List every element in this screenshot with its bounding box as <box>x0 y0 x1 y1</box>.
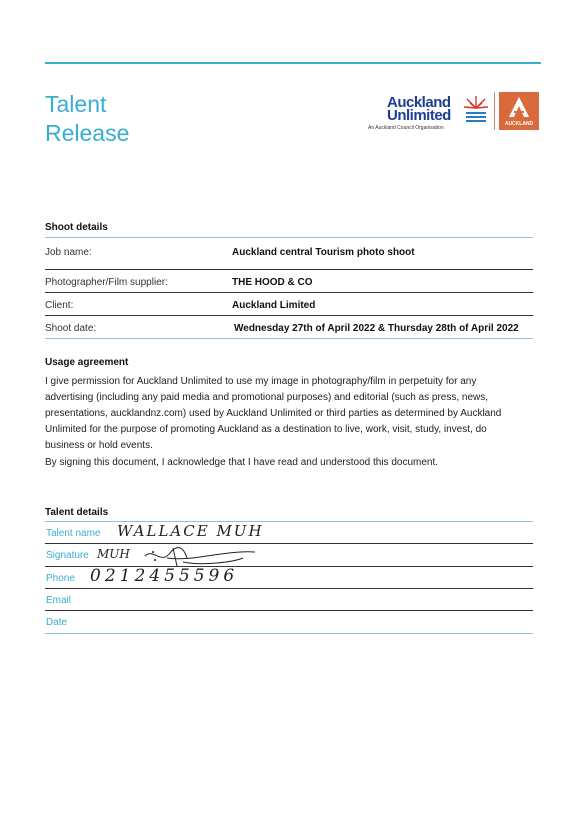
job-name-label: Job name: <box>45 247 92 258</box>
auckland-badge <box>499 92 539 130</box>
shoot-row-date <box>45 317 533 339</box>
client-label: Client: <box>45 300 74 311</box>
phone-label: Phone <box>46 573 75 584</box>
talent-name-label: Talent name <box>46 528 101 539</box>
title-line-2: Release <box>45 120 130 146</box>
signature-handwriting: MUH <box>97 547 130 561</box>
signature-scribble-icon <box>143 544 258 568</box>
shoot-row-photographer <box>45 271 533 293</box>
auckland-unlimited-logo <box>368 90 543 135</box>
top-rule <box>45 62 541 64</box>
divider <box>45 292 533 293</box>
divider <box>45 633 533 634</box>
phone-field[interactable] <box>45 567 533 589</box>
talent-name-handwriting: WALLACE MUH <box>117 522 264 540</box>
auckland-a-icon <box>507 95 531 119</box>
shoot-date-value: Wednesday 27th of April 2022 & Thursday 28th of April 2022 <box>234 323 519 334</box>
usage-agreement-heading: Usage agreement <box>45 357 129 368</box>
email-label: Email <box>46 595 72 606</box>
shoot-row-client <box>45 294 533 316</box>
page-title <box>45 90 129 148</box>
logo-divider <box>494 92 495 130</box>
photographer-value: THE HOOD & CO <box>232 277 313 288</box>
date-label: Date <box>46 617 68 628</box>
date-field[interactable] <box>45 611 533 633</box>
divider <box>45 315 533 316</box>
signature-label: Signature <box>46 550 89 561</box>
logo-tagline: An Auckland Council Organisation <box>368 125 444 131</box>
logo-name-line-2: Unlimited <box>387 107 451 124</box>
divider <box>45 338 533 339</box>
job-name-value: Auckland central Tourism photo shoot <box>232 247 415 258</box>
logo-name-line-1: Auckland <box>387 94 451 111</box>
title-line-1: Talent <box>45 91 107 117</box>
pohutukawa-flower-icon <box>462 94 490 124</box>
shoot-details-heading: Shoot details <box>45 222 108 233</box>
talent-details-heading: Talent details <box>45 507 109 518</box>
divider <box>45 237 533 238</box>
talent-name-field[interactable] <box>45 522 533 544</box>
signature-field[interactable] <box>45 544 533 566</box>
divider <box>45 269 533 270</box>
phone-handwriting: 0212455596 <box>90 566 239 586</box>
email-field[interactable] <box>45 589 533 611</box>
client-value: Auckland Limited <box>232 300 316 311</box>
acknowledgement-text: By signing this document, I acknowledge that I have read and understood this document. <box>45 457 439 468</box>
shoot-date-label: Shoot date: <box>45 323 97 334</box>
photographer-label: Photographer/Film supplier: <box>45 277 168 288</box>
shoot-row-job-name <box>45 241 533 263</box>
usage-paragraph: I give permission for Auckland Unlimited to use my image in photography/film in perpetuity for any advertising (including any paid media and promotional purposes) and editorial (such as press, news, presentations, aucklandnz.com) used by Auckland Unlimited or third parties as determined by Auckland Unlimited for the purpose of promoting Auckland as a destination to live, work, visit, study, invest, do business or hold events. <box>45 376 502 451</box>
badge-label: AUCKLAND <box>504 121 534 127</box>
